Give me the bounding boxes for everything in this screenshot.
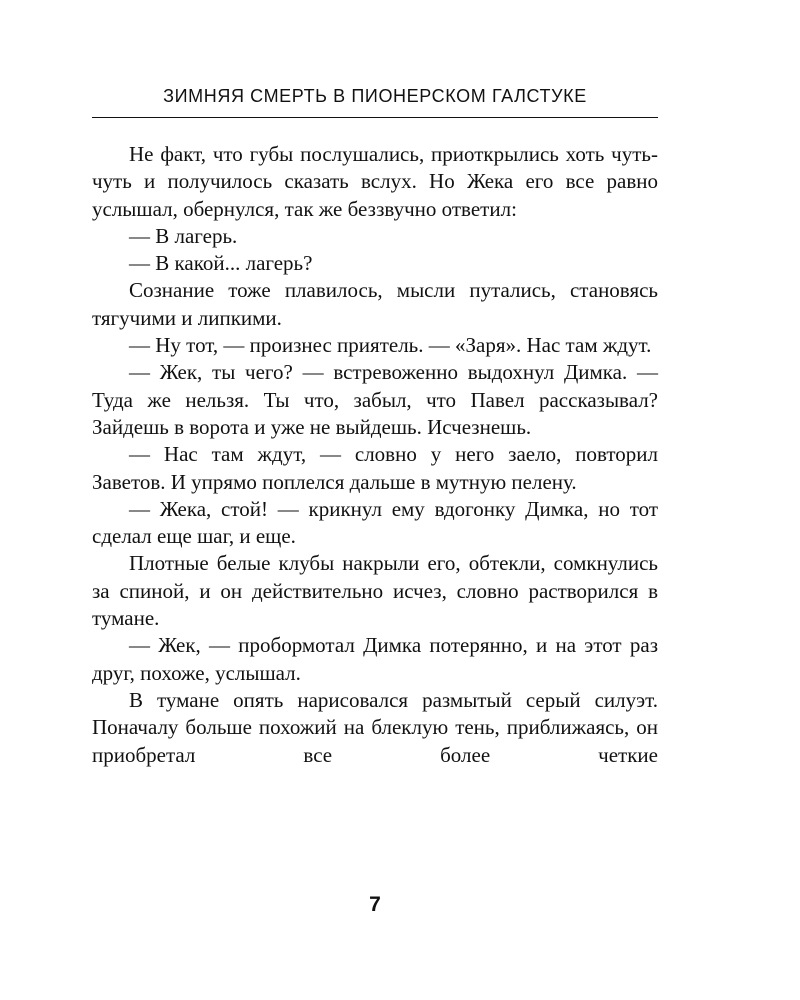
paragraph: — В какой... лагерь? bbox=[129, 251, 313, 276]
paragraph: В тумане опять нарисовался размытый серый силуэт. Поначалу больше похожий на блеклую тень, приближаясь, он приобретал все более четкие bbox=[92, 687, 658, 767]
paragraph: — Жек, ты чего? — встревоженно выдохнул Димка. — Туда же нельзя. Ты что, забыл, что Павел рассказывал? Зайдешь в ворота и уже не выйдешь. Исчезнешь. bbox=[92, 360, 658, 439]
paragraph: — В лагерь. bbox=[129, 223, 238, 248]
paragraph: — Ну тот, — произнес приятель. — «Заря». Нас там ждут. bbox=[129, 333, 652, 358]
paragraph: Не факт, что губы послушались, приоткрылись хоть чуть-чуть и получилось сказать вслух. Но Жека его все равно услышал, обернулся, так же беззвучно ответил: bbox=[92, 142, 658, 221]
paragraph: Плотные белые клубы накрыли его, обтекли, сомкнулись за спиной, и он действительно исчез, словно растворился в тумане. bbox=[92, 551, 658, 631]
paragraph: Сознание тоже плавилось, мысли путались, становясь тягучими и липкими. bbox=[92, 278, 658, 330]
header-rule bbox=[92, 117, 658, 118]
paragraph: — Жек, — пробормотал Димка потерянно, и на этот раз друг, похоже, услышал. bbox=[92, 633, 658, 685]
running-head: ЗИМНЯЯ СМЕРТЬ В ПИОНЕРСКОМ ГАЛСТУКЕ bbox=[163, 86, 587, 106]
paragraph: — Нас там ждут, — словно у него заело, повторил Заветов. И упрямо поплелся дальше в мутную пелену. bbox=[92, 442, 658, 494]
page-number: 7 bbox=[369, 893, 381, 916]
body-text bbox=[92, 141, 658, 769]
paragraph: — Жека, стой! — крикнул ему вдогонку Димка, но тот сделал еще шаг, и еще. bbox=[92, 496, 658, 549]
